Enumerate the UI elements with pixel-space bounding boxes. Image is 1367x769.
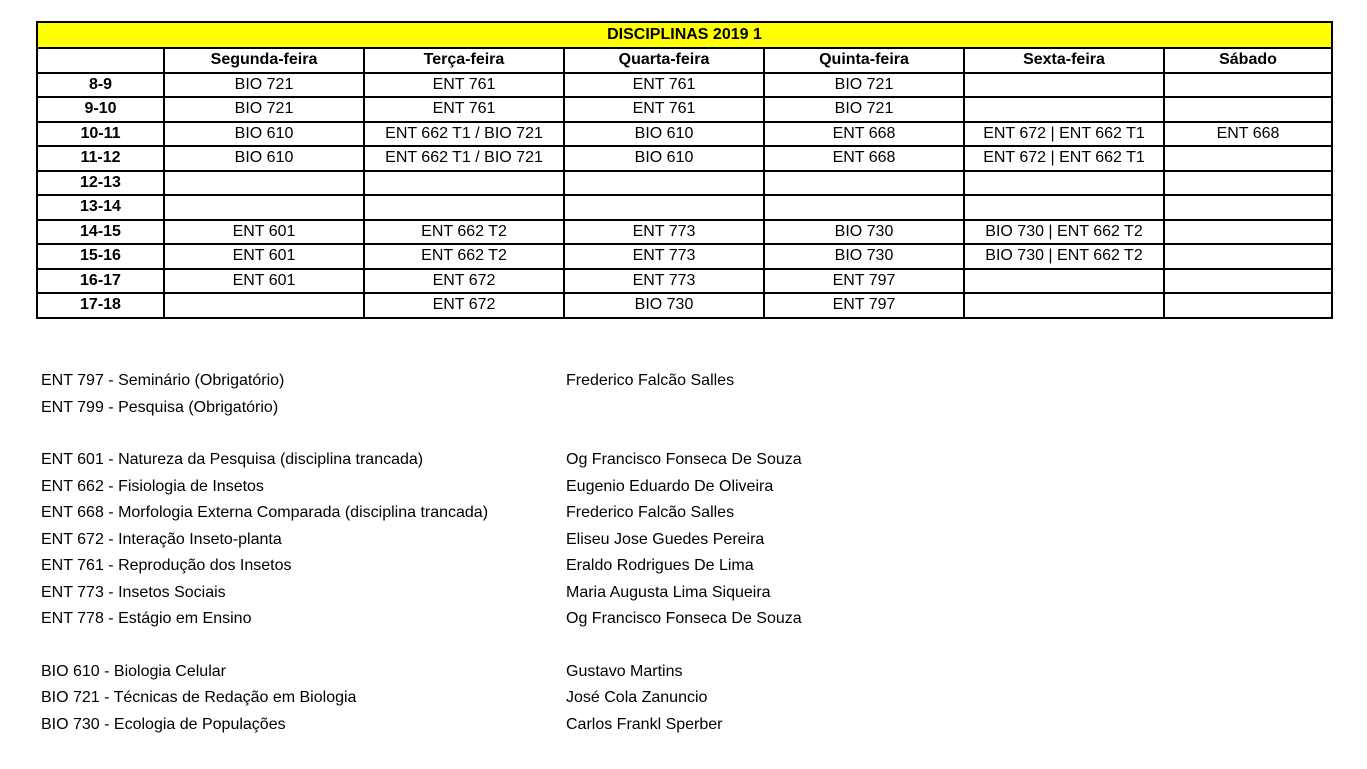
schedule-cell: BIO 721 <box>764 97 964 122</box>
course-list <box>41 368 488 738</box>
schedule-cell <box>164 195 364 220</box>
schedule-title: DISCIPLINAS 2019 1 <box>37 22 1332 48</box>
schedule-cell <box>564 171 764 196</box>
schedule-cell: BIO 610 <box>564 122 764 147</box>
schedule-cell: ENT 668 <box>764 122 964 147</box>
schedule-cell: BIO 730 | ENT 662 T2 <box>964 220 1164 245</box>
schedule-cell <box>1164 97 1332 122</box>
schedule-cell: BIO 730 <box>564 293 764 318</box>
teacher-entry: Maria Augusta Lima Siqueira <box>566 583 771 601</box>
schedule-cell: BIO 610 <box>564 146 764 171</box>
schedule-cell <box>164 171 364 196</box>
schedule-cell <box>964 293 1164 318</box>
teacher-entry <box>566 395 802 422</box>
teacher-entry: Frederico Falcão Salles <box>566 372 735 389</box>
time-slot-label: 12-13 <box>37 171 164 196</box>
time-slot-label: 9-10 <box>37 97 164 122</box>
course-entry: ENT 668 - Morfologia Externa Comparada (disciplina trancada) <box>41 504 489 521</box>
spacer <box>41 421 488 447</box>
spacer <box>566 633 802 659</box>
schedule-cell: ENT 601 <box>164 269 364 294</box>
table-row <box>37 195 1332 220</box>
day-header-friday: Sexta-feira <box>964 48 1164 73</box>
schedule-cell: ENT 672 | ENT 662 T1 <box>964 122 1164 147</box>
schedule-cell: ENT 773 <box>564 244 764 269</box>
schedule-cell <box>564 195 764 220</box>
table-row <box>37 146 1332 171</box>
spacer <box>41 633 488 659</box>
schedule-cell: ENT 668 <box>1164 122 1332 147</box>
schedule-cell <box>1164 269 1332 294</box>
table-row <box>37 220 1332 245</box>
schedule-cell <box>964 171 1164 196</box>
table-row <box>37 293 1332 318</box>
schedule-cell <box>1164 220 1332 245</box>
schedule-cell: ENT 672 <box>364 269 564 294</box>
schedule-table <box>36 21 1333 319</box>
time-slot-label: 8-9 <box>37 73 164 98</box>
schedule-cell <box>764 171 964 196</box>
schedule-cell <box>164 293 364 318</box>
schedule-cell <box>1164 73 1332 98</box>
schedule-cell <box>364 195 564 220</box>
course-entry: BIO 721 - Técnicas de Redação em Biologia <box>41 689 357 706</box>
day-header-thursday: Quinta-feira <box>764 48 964 73</box>
course-entry: ENT 601 - Natureza da Pesquisa (disciplina trancada) <box>41 451 424 468</box>
schedule-cell: BIO 721 <box>764 73 964 98</box>
schedule-cell: ENT 672 | ENT 662 T1 <box>964 146 1164 171</box>
teacher-entry: Eliseu Jose Guedes Pereira <box>566 530 765 548</box>
title-row <box>37 22 1332 48</box>
schedule-cell: ENT 773 <box>564 220 764 245</box>
schedule-cell: BIO 730 | ENT 662 T2 <box>964 244 1164 269</box>
teacher-entry: Frederico Falcão Salles <box>566 504 735 521</box>
schedule-cell <box>964 97 1164 122</box>
schedule-cell <box>764 195 964 220</box>
schedule-cell: ENT 797 <box>764 293 964 318</box>
course-entry: ENT 672 - Interação Inseto-planta <box>41 530 282 548</box>
time-slot-label: 15-16 <box>37 244 164 269</box>
schedule-cell: BIO 730 <box>764 220 964 245</box>
day-header-wednesday: Quarta-feira <box>564 48 764 73</box>
table-row <box>37 122 1332 147</box>
course-entry: ENT 662 - Fisiologia de Insetos <box>41 477 264 495</box>
schedule-cell <box>1164 146 1332 171</box>
table-row <box>37 73 1332 98</box>
schedule-cell <box>1164 195 1332 220</box>
teacher-list <box>566 368 802 738</box>
schedule-cell: ENT 662 T1 / BIO 721 <box>364 122 564 147</box>
course-entry: BIO 730 - Ecologia de Populações <box>41 715 286 733</box>
schedule-cell <box>1164 244 1332 269</box>
schedule-cell <box>964 269 1164 294</box>
day-header-row <box>37 48 1332 73</box>
table-row <box>37 269 1332 294</box>
course-entry: ENT 797 - Seminário (Obrigatório) <box>41 372 285 389</box>
time-slot-label: 11-12 <box>37 146 164 171</box>
course-entry: ENT 761 - Reprodução dos Insetos <box>41 557 292 574</box>
course-entry: ENT 799 - Pesquisa (Obrigatório) <box>41 398 279 416</box>
table-row <box>37 97 1332 122</box>
table-row <box>37 171 1332 196</box>
schedule-cell <box>1164 293 1332 318</box>
schedule-cell: ENT 761 <box>364 97 564 122</box>
time-slot-label: 13-14 <box>37 195 164 220</box>
schedule-cell: ENT 662 T2 <box>364 244 564 269</box>
course-entry: BIO 610 - Biologia Celular <box>41 662 226 680</box>
teacher-entry: Og Francisco Fonseca De Souza <box>566 610 802 627</box>
time-slot-label: 10-11 <box>37 122 164 147</box>
table-row <box>37 244 1332 269</box>
schedule-cell: BIO 721 <box>164 73 364 98</box>
schedule-cell: ENT 672 <box>364 293 564 318</box>
teacher-entry: Og Francisco Fonseca De Souza <box>566 451 802 468</box>
schedule-cell: ENT 761 <box>564 97 764 122</box>
time-slot-label: 16-17 <box>37 269 164 294</box>
schedule-cell: BIO 721 <box>164 97 364 122</box>
spacer <box>566 421 802 447</box>
schedule-cell: ENT 662 T1 / BIO 721 <box>364 146 564 171</box>
teacher-entry: Eraldo Rodrigues De Lima <box>566 557 754 574</box>
schedule-cell: ENT 761 <box>564 73 764 98</box>
day-header-tuesday: Terça-feira <box>364 48 564 73</box>
course-entry: ENT 778 - Estágio em Ensino <box>41 610 252 627</box>
teacher-entry: Eugenio Eduardo De Oliveira <box>566 477 774 495</box>
teacher-entry: Gustavo Martins <box>566 662 683 680</box>
schedule-cell: BIO 610 <box>164 146 364 171</box>
schedule-cell: ENT 601 <box>164 220 364 245</box>
schedule-cell <box>964 195 1164 220</box>
corner-cell <box>37 48 164 73</box>
schedule-cell: ENT 601 <box>164 244 364 269</box>
day-header-monday: Segunda-feira <box>164 48 364 73</box>
time-slot-label: 17-18 <box>37 293 164 318</box>
schedule-cell: BIO 610 <box>164 122 364 147</box>
schedule-cell: ENT 662 T2 <box>364 220 564 245</box>
teacher-entry: José Cola Zanuncio <box>566 689 708 706</box>
schedule-cell <box>964 73 1164 98</box>
teacher-entry: Carlos Frankl Sperber <box>566 715 723 733</box>
time-slot-label: 14-15 <box>37 220 164 245</box>
schedule-cell: ENT 761 <box>364 73 564 98</box>
schedule-cell <box>364 171 564 196</box>
schedule-body <box>37 73 1332 318</box>
course-entry: ENT 773 - Insetos Sociais <box>41 583 226 601</box>
day-header-saturday: Sábado <box>1164 48 1332 73</box>
schedule-cell: BIO 730 <box>764 244 964 269</box>
schedule-cell: ENT 797 <box>764 269 964 294</box>
schedule-cell: ENT 773 <box>564 269 764 294</box>
schedule-cell <box>1164 171 1332 196</box>
schedule-cell: ENT 668 <box>764 146 964 171</box>
